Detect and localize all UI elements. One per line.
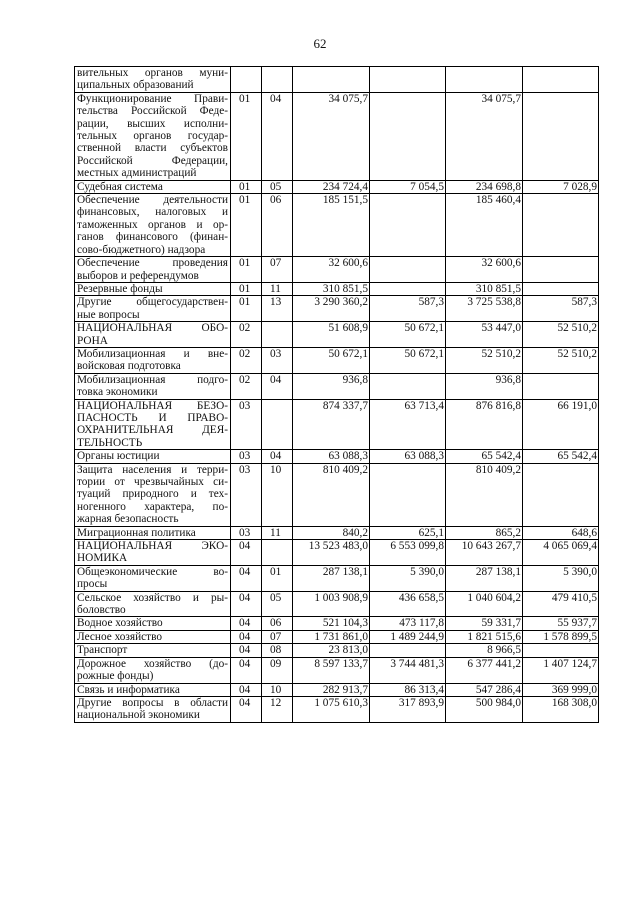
row-name-line: жарная безопасность <box>77 513 179 526</box>
row-name-line: Резервные фонды <box>77 282 163 295</box>
section-code-cell: 01 <box>231 92 262 180</box>
row-name-line: ганов финансового (финан- <box>77 231 228 244</box>
federal-2023-cell <box>523 282 599 295</box>
amount-2023-cell: 500 984,0 <box>446 696 523 722</box>
subsection-code-cell: 09 <box>262 657 293 683</box>
federal-2022-cell <box>370 463 446 526</box>
table-row <box>75 630 599 643</box>
row-name-cell <box>75 683 231 696</box>
table-row <box>75 657 599 683</box>
section-code-cell: 04 <box>231 540 262 566</box>
subsection-code-cell <box>262 399 293 450</box>
subsection-code-cell: 05 <box>262 180 293 193</box>
row-name-line: Российской Федерации, <box>77 154 228 167</box>
row-name-cell <box>75 526 231 539</box>
row-name-line: товка экономики <box>77 386 158 399</box>
row-name-line: тельства Российской Феде- <box>77 105 228 118</box>
row-name-line: тельных органов государ- <box>77 130 228 143</box>
federal-2023-cell: 4 065 069,4 <box>523 540 599 566</box>
federal-2022-cell: 50 672,1 <box>370 322 446 348</box>
amount-2022-cell: 936,8 <box>293 373 370 399</box>
row-name-cell <box>75 282 231 295</box>
table-row <box>75 257 599 283</box>
section-code-cell: 02 <box>231 322 262 348</box>
subsection-code-cell: 07 <box>262 630 293 643</box>
row-name-line: рации, высших исполни- <box>77 117 228 130</box>
federal-2023-cell <box>523 463 599 526</box>
row-name-line: войсковая подготовка <box>77 360 181 373</box>
amount-2022-cell: 234 724,4 <box>293 180 370 193</box>
table-row <box>75 696 599 722</box>
row-name-line: Лесное хозяйство <box>77 630 162 643</box>
row-name-line: туаций природного и тех- <box>77 488 228 501</box>
section-code-cell: 04 <box>231 617 262 630</box>
row-name-line: Дорожное хозяйство (до- <box>77 657 228 670</box>
row-name-cell <box>75 630 231 643</box>
amount-2023-cell: 876 816,8 <box>446 399 523 450</box>
row-name-line: ственной власти субъектов <box>77 142 228 155</box>
federal-2022-cell <box>370 92 446 180</box>
subsection-code-cell: 08 <box>262 644 293 657</box>
row-name-cell <box>75 591 231 617</box>
row-name-line: Другие общегосударствен- <box>77 296 228 309</box>
amount-2022-cell: 1 075 610,3 <box>293 696 370 722</box>
amount-2022-cell: 874 337,7 <box>293 399 370 450</box>
section-code-cell: 01 <box>231 282 262 295</box>
row-name-line: ногенного характера, по- <box>77 500 228 513</box>
amount-2023-cell: 65 542,4 <box>446 450 523 463</box>
table-row <box>75 282 599 295</box>
subsection-code-cell: 04 <box>262 450 293 463</box>
table-row <box>75 450 599 463</box>
row-name-cell <box>75 373 231 399</box>
row-name-line: Общеэкономические во- <box>77 565 228 578</box>
amount-2022-cell: 8 597 133,7 <box>293 657 370 683</box>
federal-2022-cell: 625,1 <box>370 526 446 539</box>
row-name-line: Водное хозяйство <box>77 617 163 630</box>
section-code-cell: 03 <box>231 450 262 463</box>
section-code-cell: 04 <box>231 683 262 696</box>
federal-2022-cell <box>370 373 446 399</box>
federal-2022-cell: 86 313,4 <box>370 683 446 696</box>
federal-2022-cell <box>370 67 446 93</box>
row-name-line: просы <box>77 578 108 591</box>
row-name-cell <box>75 617 231 630</box>
federal-2022-cell <box>370 257 446 283</box>
amount-2022-cell: 3 290 360,2 <box>293 296 370 322</box>
federal-2022-cell <box>370 644 446 657</box>
amount-2023-cell: 32 600,6 <box>446 257 523 283</box>
row-name-cell <box>75 194 231 257</box>
amount-2022-cell: 23 813,0 <box>293 644 370 657</box>
federal-2023-cell: 479 410,5 <box>523 591 599 617</box>
amount-2022-cell: 287 138,1 <box>293 565 370 591</box>
section-code-cell: 03 <box>231 399 262 450</box>
row-name-line: ОХРАНИТЕЛЬНАЯ ДЕЯ- <box>77 424 228 437</box>
row-name-line: тории от чрезвычайных си- <box>77 476 228 488</box>
row-name-line: вительных органов муни- <box>77 67 228 79</box>
subsection-code-cell: 04 <box>262 92 293 180</box>
row-name-line: Сельское хозяйство и ры- <box>77 591 228 604</box>
table-row <box>75 296 599 322</box>
row-name-line: РОНА <box>77 334 108 347</box>
federal-2023-cell <box>523 194 599 257</box>
section-code-cell: 04 <box>231 644 262 657</box>
row-name-cell <box>75 180 231 193</box>
section-code-cell: 03 <box>231 463 262 526</box>
amount-2023-cell: 810 409,2 <box>446 463 523 526</box>
subsection-code-cell <box>262 540 293 566</box>
row-name-line: Транспорт <box>77 644 128 657</box>
amount-2022-cell: 1 003 908,9 <box>293 591 370 617</box>
section-code-cell: 01 <box>231 180 262 193</box>
row-name-line: выборов и референдумов <box>77 269 199 282</box>
table-row <box>75 617 599 630</box>
row-name-line: НАЦИОНАЛЬНАЯ ОБО- <box>77 322 228 335</box>
section-code-cell: 01 <box>231 194 262 257</box>
subsection-code-cell: 03 <box>262 347 293 373</box>
federal-2022-cell <box>370 194 446 257</box>
table-row <box>75 591 599 617</box>
federal-2022-cell: 1 489 244,9 <box>370 630 446 643</box>
row-name-cell <box>75 399 231 450</box>
row-name-cell <box>75 696 231 722</box>
amount-2023-cell: 6 377 441,2 <box>446 657 523 683</box>
amount-2023-cell: 34 075,7 <box>446 92 523 180</box>
amount-2023-cell: 53 447,0 <box>446 322 523 348</box>
subsection-code-cell: 11 <box>262 282 293 295</box>
section-code-cell: 04 <box>231 657 262 683</box>
row-name-cell <box>75 657 231 683</box>
federal-2022-cell: 6 553 099,8 <box>370 540 446 566</box>
table-row <box>75 373 599 399</box>
row-name-line: Мобилизационная подго- <box>77 373 228 386</box>
amount-2023-cell: 865,2 <box>446 526 523 539</box>
row-name-cell <box>75 347 231 373</box>
federal-2023-cell: 168 308,0 <box>523 696 599 722</box>
section-code-cell: 01 <box>231 296 262 322</box>
amount-2022-cell: 310 851,5 <box>293 282 370 295</box>
row-name-line: Другие вопросы в области <box>77 696 228 709</box>
table-row <box>75 565 599 591</box>
row-name-cell <box>75 67 231 93</box>
amount-2023-cell: 936,8 <box>446 373 523 399</box>
row-name-line: Мобилизационная и вне- <box>77 347 228 360</box>
row-name-cell <box>75 644 231 657</box>
table-row <box>75 347 599 373</box>
amount-2022-cell: 282 913,7 <box>293 683 370 696</box>
section-code-cell: 02 <box>231 347 262 373</box>
amount-2022-cell: 50 672,1 <box>293 347 370 373</box>
subsection-code-cell: 04 <box>262 373 293 399</box>
row-name-line: Защита населения и терри- <box>77 463 228 476</box>
subsection-code-cell <box>262 322 293 348</box>
section-code-cell: 01 <box>231 257 262 283</box>
row-name-cell <box>75 322 231 348</box>
amount-2023-cell: 310 851,5 <box>446 282 523 295</box>
section-code-cell: 04 <box>231 696 262 722</box>
subsection-code-cell: 10 <box>262 463 293 526</box>
row-name-cell <box>75 565 231 591</box>
amount-2023-cell: 3 725 538,8 <box>446 296 523 322</box>
row-name-line: Органы юстиции <box>77 450 160 463</box>
amount-2022-cell: 63 088,3 <box>293 450 370 463</box>
federal-2023-cell: 1 407 124,7 <box>523 657 599 683</box>
row-name-cell <box>75 450 231 463</box>
row-name-line: Обеспечение деятельности <box>77 194 228 207</box>
federal-2022-cell: 317 893,9 <box>370 696 446 722</box>
federal-2023-cell <box>523 67 599 93</box>
budget-table <box>74 66 599 723</box>
amount-2022-cell: 34 075,7 <box>293 92 370 180</box>
row-name-line: финансовых, налоговых и <box>77 206 228 219</box>
amount-2022-cell: 521 104,3 <box>293 617 370 630</box>
table-row <box>75 92 599 180</box>
federal-2023-cell: 7 028,9 <box>523 180 599 193</box>
federal-2023-cell: 648,6 <box>523 526 599 539</box>
subsection-code-cell: 05 <box>262 591 293 617</box>
section-code-cell: 03 <box>231 526 262 539</box>
table-row <box>75 194 599 257</box>
subsection-code-cell: 06 <box>262 617 293 630</box>
amount-2023-cell: 8 966,5 <box>446 644 523 657</box>
federal-2022-cell: 63 713,4 <box>370 399 446 450</box>
row-name-cell <box>75 540 231 566</box>
federal-2023-cell: 55 937,7 <box>523 617 599 630</box>
row-name-line: Миграционная политика <box>77 526 196 539</box>
section-code-cell: 04 <box>231 630 262 643</box>
row-name-line: Судебная система <box>77 180 163 193</box>
federal-2022-cell: 50 672,1 <box>370 347 446 373</box>
amount-2023-cell: 52 510,2 <box>446 347 523 373</box>
federal-2022-cell: 5 390,0 <box>370 565 446 591</box>
federal-2023-cell: 369 999,0 <box>523 683 599 696</box>
table-row <box>75 322 599 348</box>
row-name-line: таможенных органов и ор- <box>77 218 228 231</box>
row-name-cell <box>75 92 231 180</box>
amount-2022-cell: 1 731 861,0 <box>293 630 370 643</box>
federal-2023-cell: 1 578 899,5 <box>523 630 599 643</box>
subsection-code-cell: 07 <box>262 257 293 283</box>
row-name-line: национальной экономики <box>77 709 200 722</box>
amount-2022-cell: 810 409,2 <box>293 463 370 526</box>
federal-2023-cell: 587,3 <box>523 296 599 322</box>
row-name-line: сово-бюджетного) надзора <box>77 243 206 256</box>
amount-2023-cell: 10 643 267,7 <box>446 540 523 566</box>
federal-2022-cell: 7 054,5 <box>370 180 446 193</box>
subsection-code-cell: 10 <box>262 683 293 696</box>
row-name-line: Связь и информатика <box>77 683 180 696</box>
row-name-line: рожные фонды) <box>77 670 154 683</box>
amount-2022-cell: 51 608,9 <box>293 322 370 348</box>
row-name-line: ПАСНОСТЬ И ПРАВО- <box>77 411 228 424</box>
row-name-line: ципальных образований <box>77 79 194 92</box>
federal-2023-cell: 65 542,4 <box>523 450 599 463</box>
subsection-code-cell <box>262 67 293 93</box>
federal-2022-cell: 436 658,5 <box>370 591 446 617</box>
row-name-cell <box>75 463 231 526</box>
federal-2023-cell <box>523 644 599 657</box>
amount-2022-cell: 185 151,5 <box>293 194 370 257</box>
row-name-line: Функционирование Прави- <box>77 92 228 105</box>
page-number: 62 <box>313 36 327 51</box>
federal-2022-cell <box>370 282 446 295</box>
amount-2022-cell: 840,2 <box>293 526 370 539</box>
amount-2023-cell: 185 460,4 <box>446 194 523 257</box>
federal-2023-cell: 52 510,2 <box>523 347 599 373</box>
row-name-line: местных администраций <box>77 167 197 180</box>
table-row <box>75 463 599 526</box>
subsection-code-cell: 06 <box>262 194 293 257</box>
row-name-line: Обеспечение проведения <box>77 257 228 270</box>
amount-2023-cell: 287 138,1 <box>446 565 523 591</box>
row-name-line: ные вопросы <box>77 308 140 321</box>
subsection-code-cell: 11 <box>262 526 293 539</box>
amount-2023-cell: 547 286,4 <box>446 683 523 696</box>
federal-2023-cell: 52 510,2 <box>523 322 599 348</box>
row-name-line: НАЦИОНАЛЬНАЯ БЕЗО- <box>77 399 228 412</box>
amount-2023-cell <box>446 67 523 93</box>
amount-2022-cell: 13 523 483,0 <box>293 540 370 566</box>
row-name-cell <box>75 296 231 322</box>
subsection-code-cell: 13 <box>262 296 293 322</box>
federal-2022-cell: 63 088,3 <box>370 450 446 463</box>
amount-2022-cell <box>293 67 370 93</box>
amount-2023-cell: 59 331,7 <box>446 617 523 630</box>
section-code-cell: 04 <box>231 565 262 591</box>
section-code-cell: 04 <box>231 591 262 617</box>
row-name-line: НОМИКА <box>77 552 128 565</box>
amount-2022-cell: 32 600,6 <box>293 257 370 283</box>
row-name-cell <box>75 257 231 283</box>
budget-table-body <box>75 67 599 723</box>
table-row <box>75 67 599 93</box>
row-name-line: ТЕЛЬНОСТЬ <box>77 436 143 449</box>
section-code-cell: 02 <box>231 373 262 399</box>
table-row <box>75 644 599 657</box>
amount-2023-cell: 1 040 604,2 <box>446 591 523 617</box>
row-name-line: боловство <box>77 604 126 617</box>
amount-2023-cell: 1 821 515,6 <box>446 630 523 643</box>
section-code-cell <box>231 67 262 93</box>
table-row <box>75 399 599 450</box>
subsection-code-cell: 01 <box>262 565 293 591</box>
table-row <box>75 180 599 193</box>
table-row <box>75 683 599 696</box>
federal-2022-cell: 587,3 <box>370 296 446 322</box>
table-row <box>75 526 599 539</box>
federal-2023-cell <box>523 257 599 283</box>
amount-2023-cell: 234 698,8 <box>446 180 523 193</box>
row-name-line: НАЦИОНАЛЬНАЯ ЭКО- <box>77 540 228 553</box>
federal-2022-cell: 3 744 481,3 <box>370 657 446 683</box>
subsection-code-cell: 12 <box>262 696 293 722</box>
table-row <box>75 540 599 566</box>
federal-2023-cell: 5 390,0 <box>523 565 599 591</box>
federal-2022-cell: 473 117,8 <box>370 617 446 630</box>
federal-2023-cell: 66 191,0 <box>523 399 599 450</box>
federal-2023-cell <box>523 373 599 399</box>
federal-2023-cell <box>523 92 599 180</box>
